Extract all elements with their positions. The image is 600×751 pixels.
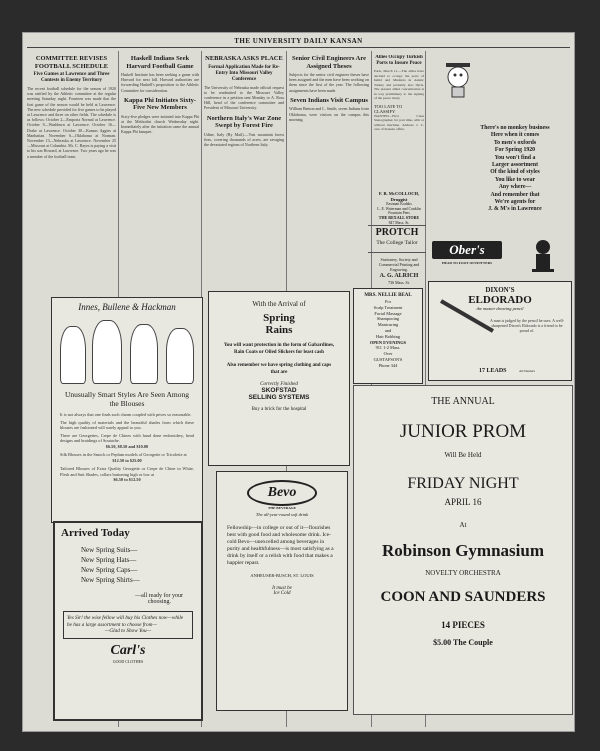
ad-brand: Bevo [247, 480, 317, 506]
ad-brand: SELLING SYSTEMS [248, 394, 310, 401]
ad-line: OPEN EVENINGS [369, 339, 407, 345]
ad-line: NOVELTY ORCHESTRA [425, 569, 501, 577]
classified-heading: TOO LATE TO CLASSIFY [374, 103, 403, 114]
ad-leads-sub: All Dealers [519, 369, 536, 373]
article-allies [374, 55, 424, 205]
ad-line: GUSTAFSON'S [373, 356, 403, 362]
ad-line: J. & M's in Lawrence [488, 206, 542, 213]
article-headline: Haskell Indians Seek Harvard Football Game [126, 55, 194, 70]
ad-brand: SKOFSTAD [261, 387, 297, 394]
ad-note: It must be [272, 586, 292, 591]
ad-mccolloch-druggist [374, 191, 424, 225]
ad-tagline: The College Tailor [376, 240, 418, 246]
ad-line: Stationery, Society and Commercial Printing and Engraving. [378, 257, 420, 272]
classified-body: WANTED—First Class Stenographer, for part time, with or without machine. Address J. C. care of Kansan office. [374, 113, 424, 131]
ad-junior-prom [353, 385, 573, 715]
blouse-illustration [58, 316, 196, 386]
ad-name: A. G. ALRICH [379, 273, 419, 279]
ad-maker: ANHEUSER-BUSCH, ST. LOUIS [250, 573, 314, 578]
ad-line: There's no monkey business [480, 125, 550, 131]
ad-sub: THE BEVERAGE [268, 506, 296, 510]
ad-title: Spring [263, 312, 295, 324]
ad-brand: DIXON'S [485, 286, 515, 294]
article-engineers [289, 55, 369, 270]
ad-price: $6.50 to $12.50 [113, 477, 141, 482]
article-headline: Senior Civil Engineers Are Assigned Theses [292, 55, 366, 70]
ad-body: Fellowship—in college or out of it—flourishes best with good food and wholesome drink. Ice-cold Bevo—unexcelled among beverages in purity and healthfulness—is most satisfying as a drink by itself or a relish with food that makes a happier repast. [227, 525, 334, 566]
ad-line: At [459, 521, 467, 529]
ad-line: choosing. [147, 599, 171, 605]
ad-line: You won't find a [494, 154, 536, 161]
ad-price: $12.50 to $25.00 [112, 457, 142, 463]
ad-brand: Innes, Bullene & Hackman [78, 302, 176, 312]
ad-obers [428, 235, 572, 279]
ad-lead: With the Arrival of [252, 300, 306, 308]
ad-paragraph: Silk Blouses in the Smock or Peplum models of Georgette or Tricolette at [60, 452, 187, 457]
masthead: THE UNIVERSITY DAILY KANSAN [234, 37, 363, 45]
ad-title: JUNIOR PROM [399, 421, 527, 442]
ad-item: New Spring Hats— [81, 556, 137, 564]
article-headline: Allies Occupy Turkish Ports to Insure Peace [375, 55, 423, 66]
ad-paragraph: It is not always that one finds such charm coupled with prices so reasonable. [60, 412, 192, 417]
model-figure-icon [166, 328, 194, 384]
article-subhead: Five Games at Lawrence and Three Contests in Enemy Territory [33, 72, 110, 83]
ad-paragraph: Also remember we have spring clothing and caps that are [226, 363, 332, 375]
model-figure-icon [130, 324, 158, 384]
ad-callout [63, 611, 193, 639]
ad-line: Scalp Treatment [373, 304, 403, 310]
ad-brand-sub: GOOD CLOTHES [112, 658, 144, 664]
ad-venue: Robinson Gymnasium [381, 541, 545, 560]
ad-line: To men's oxfords [493, 139, 537, 146]
ad-line: 911 1-2 Mass. [375, 345, 401, 351]
ad-brand: Carl's [110, 642, 146, 658]
ad-name: MRS. NELLIE BEAL [364, 293, 412, 298]
ad-footer: Buy a brick for the hospital [251, 407, 307, 412]
model-figure-icon [60, 326, 86, 384]
ad-paragraph: The high quality of materials and the beautiful shades from which these blouses are fashioned will surely appeal to you. [60, 419, 194, 430]
ad-name: F. B. McCOLLOCH, Druggist [378, 191, 420, 202]
article-nebraska [204, 55, 284, 291]
ad-line: —all ready for your [135, 593, 183, 599]
article-body: Paris, March 11.—The allies have decided to occupy the ports of Ismid and Mudania in Asiatic Turkey and probably also Ilyria. The present allied concentration is in way preliminary to the signing of the peace treaty. [374, 69, 424, 100]
ad-address: 736 Mass. St. [388, 280, 410, 285]
newspaper-page [22, 32, 575, 732]
ad-item: New Spring Suits— [81, 546, 138, 554]
ad-line: THE ANNUAL [431, 396, 495, 407]
ad-price: $6.50, $8.50 and $10.00 [105, 443, 149, 449]
ad-alrich-stationery [372, 257, 426, 291]
ad-price: $5.00 The Couple [433, 638, 493, 647]
ad-body: A man is judged by the pencil he uses. A well-sharpened Dixon's Eldorado is a friend to be proud of. [489, 318, 565, 334]
article-subhead: Formal Application Made for Re-Entry Into Missouri Valley Conference [208, 64, 280, 82]
article-headline: Seven Indians Visit Campus [290, 96, 368, 104]
ad-line: Manicuring [377, 322, 399, 328]
ad-line: Of the kind of styles [490, 169, 540, 176]
article-haskell [121, 55, 199, 295]
ad-item: New Spring Caps— [81, 566, 138, 574]
ad-title: Arrived Today [61, 527, 130, 539]
ad-line: For [384, 299, 392, 304]
article-headline: NEBRASKA ASKS PLACE [205, 55, 283, 62]
ad-callout-text: Yes Sir! the wise fellow will buy his Clothes now—while he has a large assortment to choose from— [67, 615, 184, 628]
ad-line: Hair Bobbing [375, 333, 401, 339]
ad-blouses [51, 297, 203, 523]
article-body: Subjects for the senior civil engineer theses have been assigned and the men have been working on them since the first of the year. The following assignments have been made. [289, 72, 369, 93]
article-body: Haskell Institute has been seeking a game with Harvard for next fall. Harvard authorities are forwarding Haskell's proposition to the Athletic Committee for consideration. [121, 72, 199, 93]
ad-line: Will Be Held [444, 451, 482, 459]
ad-line: Phone 344 [378, 362, 398, 368]
ad-line: Here when it comes [490, 132, 540, 139]
ad-line: Facial Massage [374, 310, 402, 316]
ad-date-line: FRIDAY NIGHT [407, 475, 519, 492]
ad-date: APRIL 16 [444, 497, 482, 507]
ad-title: Rains [265, 324, 293, 336]
ad-line: 14 PIECES [441, 620, 485, 630]
article-body: William Benton and L. Smith, seven Indians from Oklahoma, were visitors on the campus this morning. [289, 106, 369, 122]
ad-paragraph: There are Georgettes, Crepe de Chines with hand done embroidery, bead designs and braidings of Soutache. [60, 432, 194, 443]
ad-tagline: the master drawing pencil [476, 306, 524, 311]
ad-tagline: HEAD TO FOOT OUTFITTERS [441, 261, 493, 265]
ad-paragraph: Tailored Blouses of Extra Quality Georgette or Crepe de Chine in White, Flesh and Suit Shades, collars buttoning high or low at [60, 466, 194, 477]
ad-line: Any where— [498, 184, 532, 191]
ad-protch [368, 225, 426, 253]
ad-line: THE REXALL STORE [378, 214, 420, 220]
ad-mens-oxfords [428, 55, 572, 235]
article-body: The recent football schedule for the season of 1920 was ratified by the Athletic committee at the regular meeting Saturday night. Fourteen was made that the first game of the season would be held at Lawrence. The new schedule provided for five games to be played at Lawrence and three on other fields. The schedule is as follows: October 2—Emporia Normal at Lawrence. October 9—Washburn at Lawrence. October 16—Drake at Lawrence. October 30—Kansas Aggies at Manhattan. November 6—Oklahoma at Norman. November 13—Nebraska at Lawrence. November 25—Missouri at Columbia. Mr. C. Bayes is paying a visit to his son Howard, at Lawrence. Two years ago he was a member of the football team. [27, 86, 116, 159]
masthead-rule [27, 47, 570, 48]
ad-line: For Spring 1920 [494, 147, 536, 154]
article-body: The University of Nebraska made official request to be readmitted to the Missouri Valley conference in a petition sent Monday to A. Ross Hill, head of the conference committee and President of Missouri University. [204, 84, 284, 111]
ad-band: COON AND SAUNDERS [380, 589, 546, 605]
article-headline: COMMITTEE REVISES FOOTBALL SCHEDULE [34, 55, 109, 70]
monkey-figure-icon [528, 237, 558, 275]
ad-leads: 17 LEADS [479, 368, 507, 374]
ad-line: We're agents for [494, 199, 536, 206]
ad-line: Over [383, 351, 393, 357]
ad-line: Larger assortment [491, 162, 539, 169]
ad-headline: Unusually Smart Styles Are Seen Among the Blouses [65, 390, 189, 408]
ad-line: Shampooing [376, 316, 400, 322]
ad-dixons-eldorado [428, 281, 572, 381]
ad-paragraph: You will want protection in the form of Gabardines, Rain Coats or Oiled Slickers for least cash [223, 343, 335, 355]
ad-arrived-today [53, 521, 203, 721]
ad-name: PROTCH [375, 227, 419, 238]
ad-tagline: The all-year-round soft drink [255, 512, 309, 517]
ad-bevo [216, 471, 348, 711]
ad-name: ELDORADO [468, 294, 532, 306]
article-headline: Kappa Phi Initiates Sixty-Five New Members [123, 96, 197, 112]
article-headline: Northern Italy's War Zone Swept by Forest Fire [206, 114, 282, 130]
ad-brand: Ober's [432, 241, 502, 259]
article-body: Sixty-five pledges were initiated into Kappa Phi at the Methodist church Wednesday night. Immediately after the initiation came the annual Kappa Phi banquet. [121, 113, 199, 135]
ad-line: Eastman Kodaks [386, 202, 412, 206]
article-body: Udine, Italy (By Mail).—Vast mountain forest fires, covering thousands of acres, are ravaging the devastated regions of Northern Italy. [204, 131, 284, 147]
ad-line: L. E. Waterman and Conklin Fountain Pens [377, 206, 421, 216]
ad-item: New Spring Shirts— [81, 576, 140, 584]
monkey-illustration-icon [438, 59, 478, 99]
ad-tagline: Correctly Finished [260, 382, 298, 387]
ad-note: Ice Cold [273, 591, 291, 596]
model-figure-icon [92, 320, 122, 384]
ad-line: You like to wear [494, 176, 536, 183]
article-football-schedule [27, 55, 116, 295]
ad-line: And remember that [490, 191, 540, 198]
ad-callout-sign: —Glad to Show You— [104, 628, 152, 635]
ad-spring-rains [208, 291, 350, 466]
ad-line: 847 Mass. St. [388, 220, 410, 225]
ad-line: and [384, 327, 392, 333]
ad-nellie-beal [353, 288, 423, 384]
